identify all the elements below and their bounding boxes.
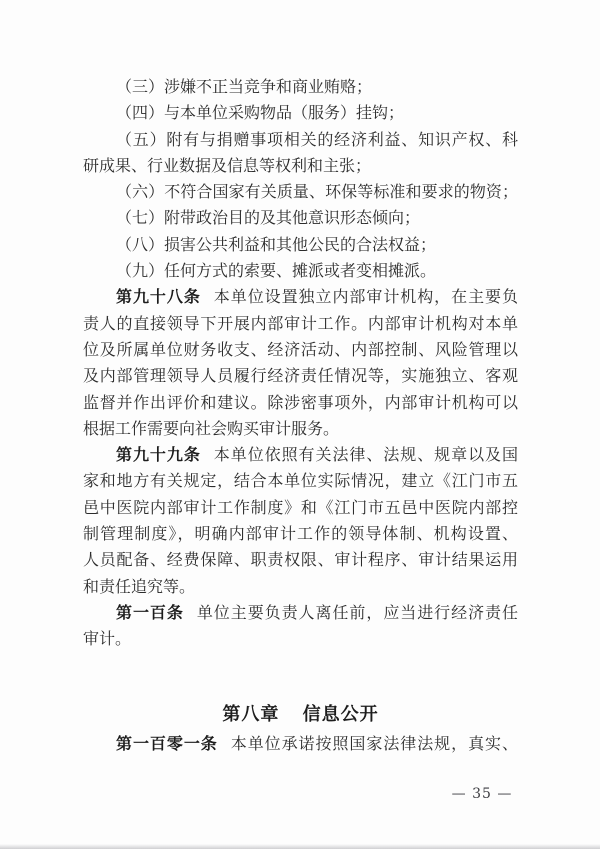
article-line [83,284,518,310]
line-text: 家和地方有关规定，结合本单位实际情况，建立《江门市五 [83,471,518,491]
line-text: （五）附有与捐赠事项相关的经济利益、知识产权、科 [116,129,518,149]
line-text: 邑中医院内部审计工作制度》和《江门市五邑中医院内部控 [83,497,518,517]
text-line [83,179,518,205]
text-line [83,495,518,521]
text-line [83,363,518,389]
text-line [83,574,518,600]
body-lines-after-heading [83,731,518,757]
line-text: 位及所属单位财务收支、经济活动、内部控制、风险管理以 [83,339,518,359]
line-text: （四）与本单位采购物品（服务）挂钩； [116,103,405,123]
section-gap [83,653,518,699]
line-text: （七）附带政治目的及其他意识形态倾向； [116,208,421,228]
text-line [83,626,518,652]
line-text: 人员配备、经费保障、职责权限、审计程序、审计结果运用 [83,550,518,570]
line-text: （八）损害公共利益和其他公民的合法权益； [116,234,437,254]
line-text: 根据工作需要向社会购买审计服务。 [83,418,340,438]
line-text: 本单位依照有关法律、法规、规章以及国 [213,445,518,465]
text-line [83,258,518,284]
text-line [83,547,518,573]
text-line [83,337,518,363]
line-text: 制管理制度》，明确内部审计工作的领导体制、机构设置、 [83,524,518,544]
chapter-title: 信息公开 [302,703,379,725]
text-line [83,311,518,337]
line-text: 责人的直接领导下开展内部审计工作。内部审计机构对本单 [83,313,518,333]
text-line [83,468,518,494]
text-line [83,390,518,416]
line-text: 监督并作出评价和建议。除涉密事项外，内部审计机构可以 [83,392,518,412]
chapter-number: 第八章 [222,703,280,725]
line-text: 单位主要负责人离任前，应当进行经济责任 [196,602,518,622]
line-text: 本单位设置独立内部审计机构，在主要负 [213,287,518,307]
text-line [83,521,518,547]
article-line [83,442,518,468]
article-number: 第一百条 [116,602,184,622]
body-lines [83,74,518,653]
chapter-heading [83,699,518,731]
page-number: — 35 — [451,786,513,802]
text-line [83,205,518,231]
line-text: 本单位承诺按照国家法律法规，真实、 [230,733,518,753]
line-text: （三）涉嫌不正当竞争和商业贿赂； [116,77,373,96]
article-line [83,600,518,626]
text-line [83,232,518,258]
article-number: 第九十九条 [116,445,201,465]
text-line [83,416,518,442]
line-text: （六）不符合国家有关质量、环保等标准和要求的物资； [116,182,518,202]
document-body [83,74,518,757]
text-line [83,74,518,100]
text-line [83,127,518,153]
line-text: 研成果、行业数据及信息等权利和主张； [83,155,372,175]
article-number: 第九十八条 [116,287,201,307]
line-text: 和责任追究等。 [83,576,196,596]
scan-bottom-edge [0,844,600,849]
text-line [83,100,518,126]
article-line [83,731,518,757]
article-number: 第一百零一条 [116,733,218,753]
line-text: 审计。 [83,629,132,649]
line-text: 及内部管理领导人员履行经济责任情况等，实施独立、客观 [83,366,518,386]
line-text: （九）任何方式的索要、摊派或者变相摊派。 [116,261,437,281]
text-line [83,153,518,179]
